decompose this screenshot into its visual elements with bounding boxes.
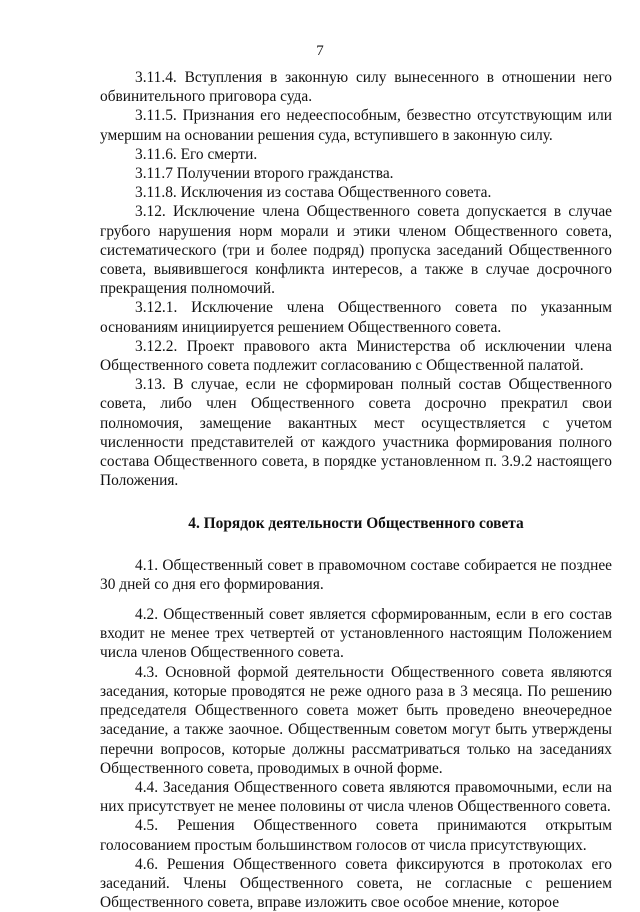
page-number: 7 xyxy=(316,43,324,59)
page-content xyxy=(100,68,612,912)
paragraph-gap xyxy=(100,594,612,605)
paragraph-4-4: 4.4. Заседания Общественного совета являются правомочными, если на них присутствует не менее половины от числа членов Общественного совета. xyxy=(100,778,612,816)
section-heading: 4. Порядок деятельности Общественного совета xyxy=(188,515,524,533)
paragraph-3-13: 3.13. В случае, если не сформирован полный состав Общественного совета, либо член Общественного совета досрочно прекратил свои полномочия, замещение вакантных мест осуществляется с учетом численности представителей от каждого участника формирования полного состава Общественного совета, в порядке установленном п. 3.9.2 настоящего Положения. xyxy=(100,376,612,490)
paragraph-3-11-5: 3.11.5. Признания его недееспособным, безвестно отсутствующим или умершим на основании решения суда, вступившего в законную силу. xyxy=(100,107,612,144)
paragraph-3-12-1: 3.12.1. Исключение члена Общественного совета по указанным основаниям инициируется решением Общественного совета. xyxy=(100,299,612,336)
paragraph-4-5: 4.5. Решения Общественного совета принимаются открытым голосованием простым большинством голосов от числа присутствующих. xyxy=(100,817,612,854)
paragraph-4-3: 4.3. Основной формой деятельности Общественного совета являются заседания, которые проводятся не реже одного раза в 3 месяца. По решению председателя Общественного совета может быть проведено внеочередное заседание, а также заочное. Общественным советом могут быть утверждены перечни вопросов, которые должны рассматриваться только на заседаниях Общественного совета, проводимых в очной форме. xyxy=(100,663,612,777)
paragraph-3-12: 3.12. Исключение члена Общественного совета допускается в случае грубого нарушения норм морали и этики членом Общественного совета, систематического (три и более подряд) пропуска заседаний Общественного совета, выявившегося конфликта интересов, а также в случае досрочного прекращения полномочий. xyxy=(100,203,612,298)
paragraph-4-6: 4.6. Решения Общественного совета фиксируются в протоколах его заседаний. Члены Общественного совета, не согласные с решением Общественного совета, вправе изложить свое особое мнение, которое xyxy=(100,855,612,912)
paragraph-3-11-6: 3.11.6. Его смерти. xyxy=(135,145,258,163)
paragraph-4-2: 4.2. Общественный совет является сформированным, если в его состав входит не менее трех четвертей от установленного настоящим Положением числа членов Общественного совета. xyxy=(100,606,612,662)
paragraph-3-11-7: 3.11.7 Получении второго гражданства. xyxy=(135,165,394,183)
paragraph-3-11-4: 3.11.4. Вступления в законную силу вынесенного в отношении него обвинительного приговора суда. xyxy=(100,69,612,106)
paragraph-4-1: 4.1. Общественный совет в правомочном составе собирается не позднее 30 дней со дня его формирования. xyxy=(100,556,612,593)
paragraph-3-11-8: 3.11.8. Исключения из состава Общественного совета. xyxy=(135,184,492,202)
paragraph-3-12-2: 3.12.2. Проект правового акта Министерства об исключении члена Общественного совета подлежит согласованию с Общественной палатой. xyxy=(100,337,612,375)
